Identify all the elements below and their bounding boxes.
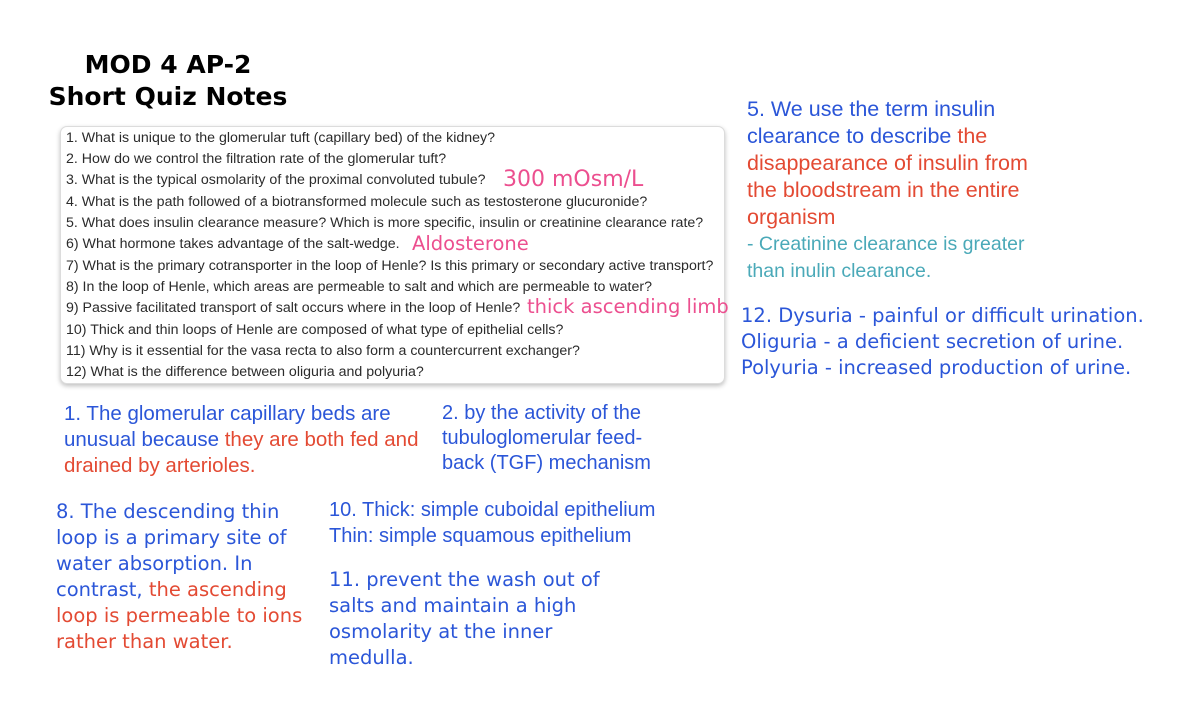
question-3-text: 3. What is the typical osmolarity of the proximal convoluted tubule?	[66, 172, 486, 188]
question-10: 10) Thick and thin loops of Henle are composed of what type of epithelial cells?	[66, 322, 564, 338]
question-11: 11) Why is it essential for the vasa recta to also form a countercurrent exchanger?	[66, 343, 580, 359]
question-12: 12) What is the difference between oliguria and polyuria?	[66, 364, 424, 380]
note-11: 11. prevent the wash out of salts and maintain a high osmolarity at the inner medulla.	[329, 568, 600, 669]
note-5-highlight: the disappearance of insulin from the bloodstream in the entire organism	[747, 124, 1028, 229]
answer-q3: 300 mOsm/L	[503, 167, 644, 192]
note-5	[747, 96, 1047, 231]
note-10-thick: 10. Thick: simple cuboidal epithelium	[329, 499, 656, 521]
question-7: 7) What is the primary cotransporter in the loop of Henle? Is this primary or secondary active transport?	[66, 258, 714, 274]
question-list-box	[60, 126, 725, 384]
note-5-creatinine: - Creatinine clearance is greater than inulin clearance.	[747, 233, 1025, 282]
question-4: 4. What is the path followed of a biotransformed molecule such as testosterone glucuronide?	[66, 194, 648, 210]
question-3	[66, 172, 486, 188]
note-1-text: 1. The glomerular capillary beds are unusual because	[64, 402, 391, 451]
note-10-thin: Thin: simple squamous epithelium	[329, 525, 632, 547]
note-8-text: 8. The descending thin loop is a primary site of water absorption. In contrast,	[56, 500, 287, 601]
note-12	[741, 303, 1196, 381]
question-2: 2. How do we control the filtration rate of the glomerular tuft?	[66, 151, 447, 167]
note-12-oliguria: Oliguria - a deficient secretion of urine.	[741, 330, 1124, 353]
question-9: 9) Passive facilitated transport of salt occurs where in the loop of Henle?	[66, 300, 521, 316]
question-8: 8) In the loop of Henle, which areas are permeable to salt and which are permeable to water?	[66, 279, 652, 295]
note-1	[64, 401, 429, 479]
question-6: 6) What hormone takes advantage of the salt-wedge.	[66, 236, 400, 252]
note-12-polyuria: Polyuria - increased production of urine.	[741, 356, 1132, 379]
page-subtitle: Short Quiz Notes	[48, 82, 288, 111]
note-1-highlight: they are both fed and drained by arterioles.	[64, 428, 419, 477]
page-title: MOD 4 AP-2	[84, 50, 252, 79]
question-1: 1. What is unique to the glomerular tuft (capillary bed) of the kidney?	[66, 130, 496, 146]
note-8	[56, 499, 311, 655]
note-10	[329, 497, 699, 549]
answer-q9: thick ascending limb	[527, 295, 729, 318]
note-2: 2. by the activity of the tubuloglomerular feed-back (TGF) mechanism	[442, 402, 651, 474]
note-8-highlight: the ascending loop is permeable to ions rather than water.	[56, 578, 303, 653]
note-12-dysuria: 12. Dysuria - painful or difficult urination.	[741, 304, 1144, 327]
note-5-text: 5. We use the term insulin clearance to describe	[747, 97, 996, 148]
question-5: 5. What does insulin clearance measure? Which is more specific, insulin or creatinine clearance rate?	[66, 215, 704, 231]
answer-q6: Aldosterone	[412, 232, 529, 255]
